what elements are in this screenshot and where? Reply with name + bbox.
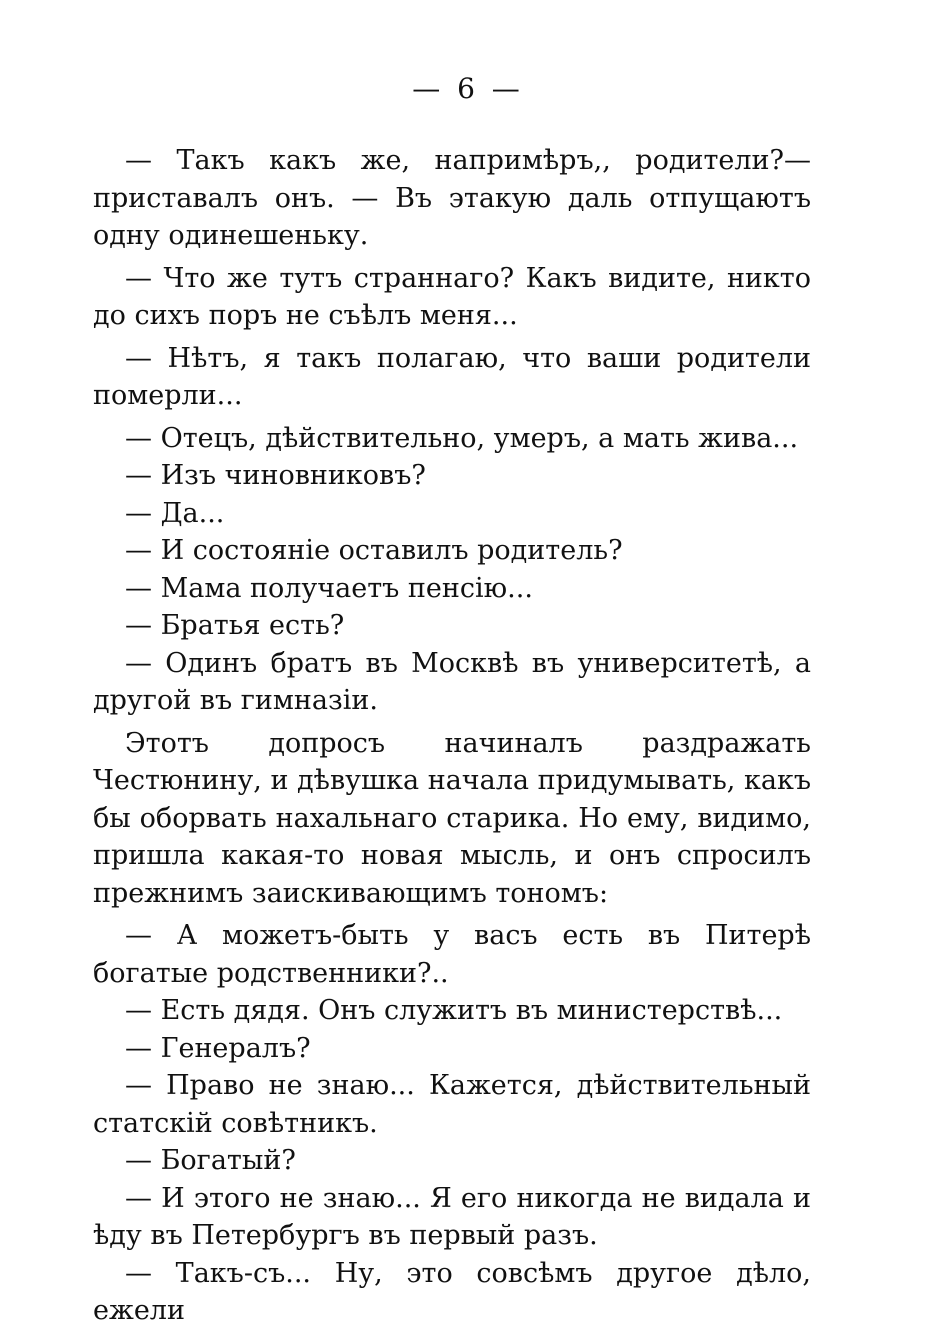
paragraph: — Право не знаю... Кажется, дѣйствительный статскій совѣтникъ.	[93, 1070, 811, 1139]
paragraph: — И этого не знаю... Я его никогда не видала и ѣду въ Петербургъ въ первый разъ.	[93, 1182, 811, 1251]
paragraph: — Есть дядя. Онъ служитъ въ министерствѣ...	[125, 995, 783, 1026]
paragraph: — Такъ-съ... Ну, это совсѣмъ другое дѣло, ежели	[93, 1257, 811, 1326]
paragraph: — Нѣтъ, я такъ полагаю, что ваши родители померли...	[93, 342, 811, 411]
paragraph: — А можетъ-быть у васъ есть въ Питерѣ богатые родственники?..	[93, 920, 811, 989]
paragraph: — Да...	[125, 497, 225, 529]
paragraph: — И состояніе оставилъ родитель?	[125, 535, 623, 566]
page-text	[93, 142, 811, 1330]
paragraph: — Что же тутъ страннаго? Какъ видите, никто до сихъ поръ не съѣлъ меня...	[93, 262, 811, 331]
paragraph: — Отецъ, дѣйствительно, умеръ, а мать жива...	[125, 422, 799, 454]
paragraph: — Такъ какъ же, напримѣръ,, родители?—приставалъ онъ. — Въ этакую даль отпущаютъ одну одинешеньку.	[93, 145, 811, 251]
paragraph: — Одинъ братъ въ Москвѣ въ университетѣ, а другой въ гимназіи.	[93, 647, 811, 716]
page-number: — 6 —	[412, 72, 524, 105]
paragraph: — Генералъ?	[125, 1032, 311, 1064]
paragraph: — Мама получаетъ пенсію...	[125, 572, 533, 604]
paragraph: — Богатый?	[125, 1145, 296, 1176]
paragraph: — Братья есть?	[125, 610, 345, 641]
paragraph: Этотъ допросъ начиналъ раздражать Честюнину, и дѣвушка начала придумывать, какъ бы оборвать нахальнаго старика. Но ему, видимо, пришла какая-то новая мысль, и онъ спросилъ прежнимъ заискивающимъ тономъ:	[93, 727, 811, 909]
paragraph: — Изъ чиновниковъ?	[125, 460, 426, 491]
